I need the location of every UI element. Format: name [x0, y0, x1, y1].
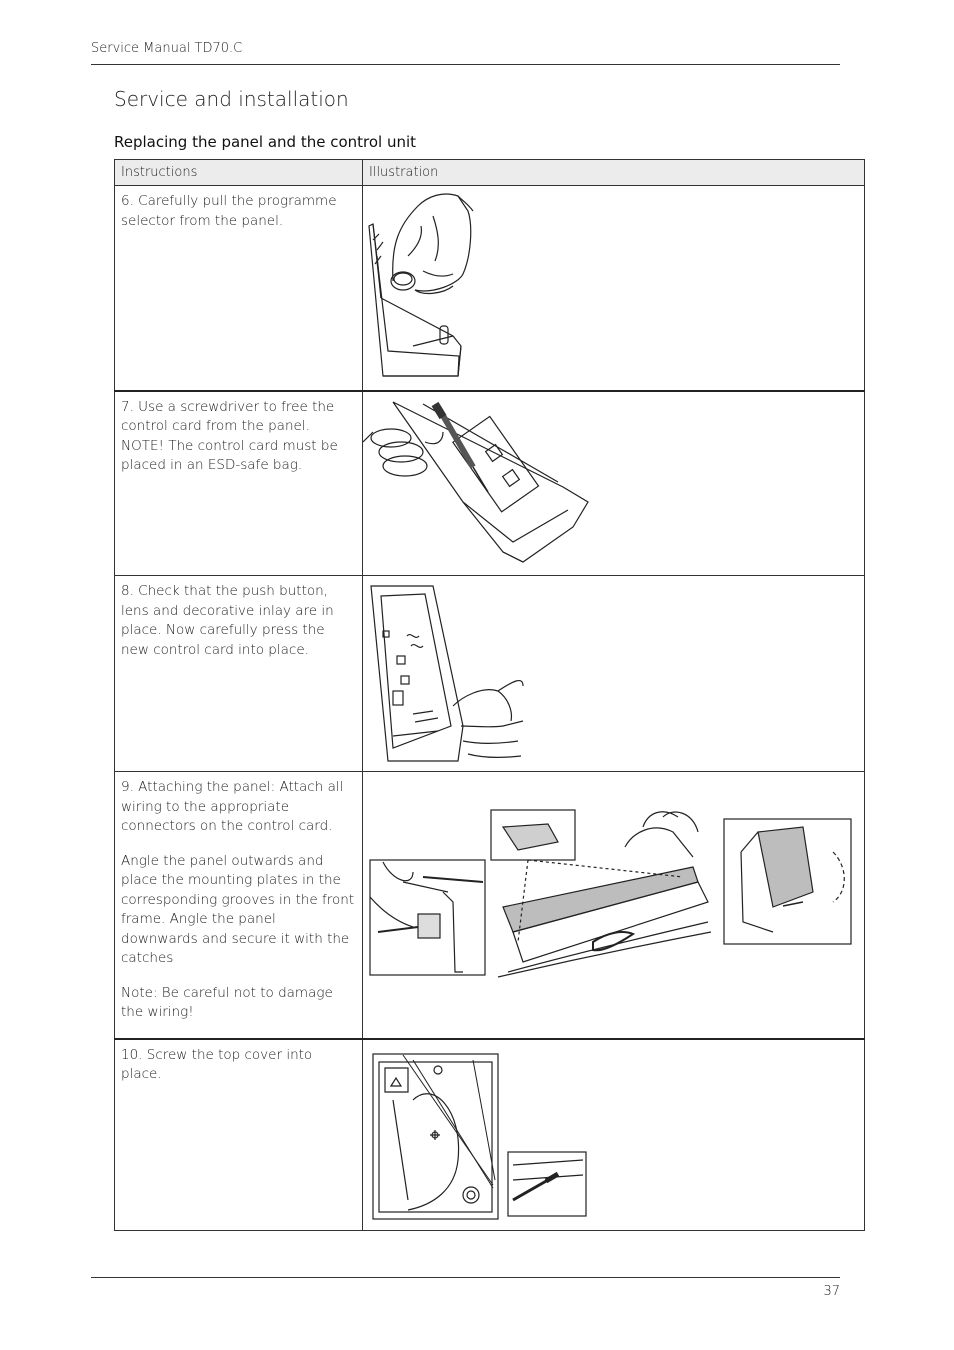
table-header-row — [115, 160, 865, 186]
instruction-text: 8. Check that the push button, lens and decorative inlay are in place. Now carefully press the new control card into place. — [121, 583, 334, 658]
table-row — [115, 772, 865, 1039]
table-row — [115, 576, 865, 772]
procedure-table — [114, 159, 865, 1231]
section-title: Service and installation — [114, 87, 349, 111]
header-rule — [91, 64, 840, 65]
instruction-text: Note: Be careful not to damage the wiring! — [121, 984, 333, 1020]
instruction-text: Angle the panel outwards and place the mounting plates in the corresponding grooves in the front frame. Angle the panel downwards and secure it with the catches — [121, 852, 355, 966]
column-header-instructions: Instructions — [115, 160, 363, 186]
instruction-cell — [115, 391, 363, 576]
subsection-title: Replacing the panel and the control unit — [114, 133, 417, 151]
running-header: Service Manual TD70.C — [91, 41, 243, 56]
pulling-selector-illustration — [363, 186, 865, 391]
instruction-cell — [115, 186, 363, 391]
instruction-text: 6. Carefully pull the programme selector from the panel. — [121, 193, 337, 229]
instruction-text: 9. Attaching the panel: Attach all wiring to the appropriate connectors on the control card. — [121, 779, 344, 834]
instruction-cell — [115, 1039, 363, 1231]
table-row — [115, 186, 865, 391]
illustration-cell — [363, 772, 865, 1039]
table-row — [115, 391, 865, 576]
column-header-illustration: Illustration — [363, 160, 865, 186]
illustration-cell — [363, 186, 865, 391]
instruction-cell — [115, 772, 363, 1039]
table-row — [115, 1039, 865, 1231]
instruction-cell — [115, 576, 363, 772]
illustration-cell — [363, 391, 865, 576]
footer-rule — [91, 1277, 840, 1278]
illustration-cell — [363, 1039, 865, 1231]
attaching-panel-illustration — [363, 772, 865, 1014]
instruction-text: 10. Screw the top cover into place. — [121, 1046, 313, 1082]
screwdriver-release-illustration — [363, 392, 865, 577]
pressing-control-card-illustration — [363, 576, 865, 772]
page-number: 37 — [823, 1284, 840, 1299]
instruction-text: 7. Use a screwdriver to free the control card from the panel. NOTE! The control card must be placed in an ESD-safe bag. — [121, 398, 338, 473]
illustration-cell — [363, 576, 865, 772]
screwing-top-cover-illustration — [363, 1040, 865, 1232]
